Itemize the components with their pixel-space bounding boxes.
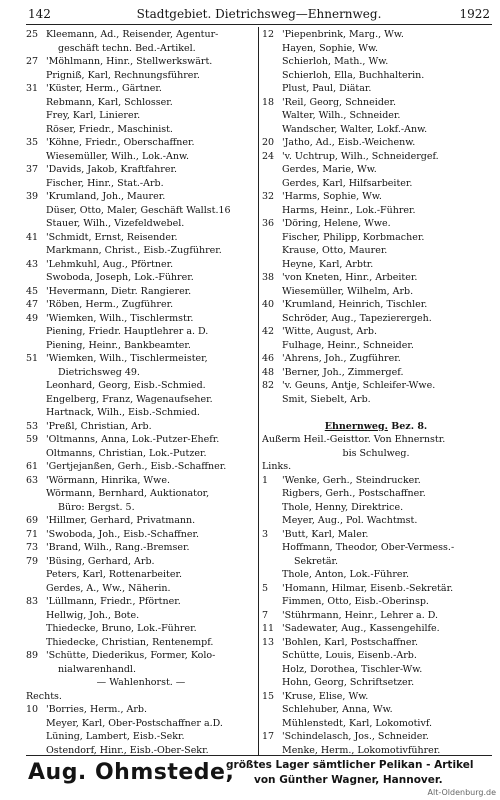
entry-text: 'Wiemken, Wilh., Tischlermeister, — [46, 353, 208, 364]
directory-line — [262, 352, 490, 366]
entry-text: Hayen, Sophie, Ww. — [282, 42, 379, 54]
house-number: 59 — [26, 434, 39, 445]
directory-line — [262, 163, 490, 177]
house-number: 47 — [26, 299, 39, 310]
house-number: 11 — [262, 623, 275, 634]
house-number: 63 — [26, 474, 39, 486]
entry-text: Rebmann, Karl, Schlosser. — [46, 96, 173, 108]
entry-text: Fimmen, Otto, Eisb.-Oberinsp. — [282, 596, 429, 607]
house-number: 17 — [262, 731, 275, 742]
entry-text: 'Piepenbrink, Marg., Ww. — [282, 29, 404, 40]
directory-line — [262, 528, 490, 542]
directory-line — [26, 258, 256, 272]
directory-line — [262, 460, 490, 474]
entry-text: 'Witte, August, Arb. — [282, 326, 377, 337]
entry-text: Heyne, Karl, Arbtr. — [282, 258, 374, 270]
directory-line — [262, 298, 490, 312]
ad-line-1: größtes Lager sämtlicher Pelikan - Artikel — [226, 759, 474, 771]
entry-text: 'Swoboda, Joh., Eisb.-Schaffner. — [46, 528, 200, 540]
house-number: 13 — [262, 636, 275, 648]
house-number: 24 — [262, 150, 275, 162]
entry-text: 'Schütte, Diederikus, Former, Kolo- — [46, 650, 216, 661]
house-number: 25 — [26, 29, 39, 40]
directory-line — [26, 460, 256, 474]
directory-line — [26, 204, 256, 218]
entry-text: Schierloh, Math., Ww. — [282, 56, 389, 67]
directory-line — [262, 595, 490, 609]
directory-line — [26, 136, 256, 150]
entry-text: Dietrichsweg 49. — [58, 366, 140, 378]
street-name: Ehnernweg. — [324, 420, 388, 432]
entry-text: 'Döring, Helene, Wwe. — [282, 218, 391, 229]
entry-text: Wiesemüller, Wilh., Lok.-Anw. — [46, 150, 189, 162]
house-number: 61 — [26, 461, 39, 472]
directory-line — [26, 271, 256, 285]
page-header — [28, 6, 490, 22]
entry-text: 'Hevermann, Dietr. Rangierer. — [46, 285, 192, 297]
right-column — [262, 28, 490, 757]
entry-text: Mühlenstedt, Karl, Lokomotivf. — [282, 717, 433, 729]
directory-line — [262, 393, 490, 407]
directory-line — [26, 366, 256, 380]
directory-line — [262, 136, 490, 150]
directory-line — [262, 55, 490, 69]
directory-line — [262, 271, 490, 285]
entry-text: 'Brand, Wilh., Rang.-Bremser. — [46, 542, 190, 553]
directory-line — [26, 312, 256, 326]
entry-text: Thole, Henny, Direktrice. — [282, 501, 404, 513]
entry-text: 'Wörmann, Hinrika, Wwe. — [46, 474, 170, 486]
entry-text: 'Berner, Joh., Zimmergef. — [282, 366, 404, 378]
directory-line — [262, 690, 490, 704]
header-rule — [26, 24, 492, 25]
directory-line — [262, 447, 490, 461]
entry-text: geschäft techn. Bed.-Artikel. — [58, 42, 196, 54]
entry-text: Smit, Siebelt, Arb. — [282, 393, 371, 405]
directory-line — [262, 649, 490, 663]
directory-line — [26, 298, 256, 312]
entry-text: Markmann, Christ., Eisb.-Zugführer. — [46, 245, 222, 256]
entry-text: Krause, Otto, Maurer. — [282, 245, 388, 256]
directory-line — [26, 514, 256, 528]
directory-line — [262, 703, 490, 717]
directory-line — [26, 730, 256, 744]
directory-line — [26, 96, 256, 110]
entry-text: — Wahlenhorst. — — [96, 677, 186, 688]
entry-text: 'Stührmann, Heinr., Lehrer a. D. — [282, 609, 439, 621]
directory-line — [26, 420, 256, 434]
entry-text: 'Ahrens, Joh., Zugführer. — [282, 353, 401, 364]
directory-line — [26, 433, 256, 447]
house-number: 79 — [26, 555, 39, 567]
entry-text: 'Röben, Herm., Zugführer. — [46, 299, 174, 310]
entry-text: Hoffmann, Theodor, Ober-Vermess.- — [282, 542, 455, 553]
house-number: 7 — [262, 609, 269, 621]
entry-text: Plust, Paul, Diätar. — [282, 83, 372, 94]
directory-line — [26, 649, 256, 663]
entry-text: bis Schulweg. — [342, 447, 410, 459]
house-number: 38 — [262, 272, 275, 283]
entry-text: 'v. Geuns, Antje, Schleifer-Wwe. — [282, 380, 436, 391]
directory-line — [26, 285, 256, 299]
entry-text: 'Krumland, Heinrich, Tischler. — [282, 299, 428, 310]
house-number: 71 — [26, 528, 39, 540]
directory-line — [262, 379, 490, 393]
house-number: 46 — [262, 353, 275, 364]
entry-text: Wiesemüller, Wilhelm, Arb. — [282, 285, 414, 297]
house-number: 3 — [262, 528, 269, 540]
directory-line — [262, 123, 490, 137]
directory-line — [262, 285, 490, 299]
directory-line — [262, 433, 490, 447]
entry-text: Oltmanns, Christian, Lok.-Putzer. — [46, 447, 207, 459]
directory-line — [262, 541, 490, 555]
directory-line — [262, 622, 490, 636]
directory-line — [262, 190, 490, 204]
street-district: Bez. 8. — [391, 420, 428, 432]
entry-text: Stauer, Wilh., Vizefeldwebel. — [46, 218, 185, 229]
directory-line — [262, 177, 490, 191]
directory-line — [262, 217, 490, 231]
entry-text: 'Wenke, Gerh., Steindrucker. — [282, 474, 421, 486]
directory-line — [262, 339, 490, 353]
house-number: 35 — [26, 137, 39, 148]
house-number: 40 — [262, 299, 275, 310]
house-number: 48 — [262, 366, 275, 378]
entry-text: Hellwig, Joh., Bote. — [46, 609, 140, 621]
entry-text: Ostendorf, Hinr., Eisb.-Ober-Sekr. — [46, 744, 209, 756]
directory-line — [26, 150, 256, 164]
directory-line — [26, 55, 256, 69]
house-number: 15 — [262, 690, 275, 702]
directory-line — [262, 244, 490, 258]
directory-line — [26, 622, 256, 636]
directory-line — [26, 379, 256, 393]
house-number: 20 — [262, 137, 275, 148]
entry-text: 'Köhne, Friedr., Oberschaffner. — [46, 137, 195, 148]
watermark: Alt-Oldenburg.de — [427, 788, 496, 797]
entry-text: Walter, Wilh., Schneider. — [282, 110, 401, 121]
entry-text: Peters, Karl, Rottenarbeiter. — [46, 569, 183, 580]
entry-text: Links. — [262, 461, 292, 472]
house-number: 83 — [26, 596, 39, 607]
directory-line — [26, 352, 256, 366]
entry-text: 'Homann, Hilmar, Eisenb.-Sekretär. — [282, 582, 454, 594]
entry-text: 'Möhlmann, Hinr., Stellwerkswärt. — [46, 56, 213, 67]
directory-line — [262, 42, 490, 56]
directory-line — [26, 636, 256, 650]
house-number: 5 — [262, 582, 269, 594]
entry-text: Frey, Karl, Linierer. — [46, 110, 141, 121]
entry-text: Piening, Friedr. Hauptlehrer a. D. — [46, 326, 209, 337]
directory-line — [26, 244, 256, 258]
entry-text: Gerdes, Karl, Hilfsarbeiter. — [282, 177, 413, 189]
column-divider — [258, 27, 259, 755]
directory-line — [26, 690, 256, 704]
directory-line — [262, 69, 490, 83]
directory-line — [26, 717, 256, 731]
entry-text: 'Preßl, Christian, Arb. — [46, 420, 152, 432]
entry-text: Thiedecke, Bruno, Lok.-Führer. — [46, 623, 197, 634]
entry-text: Kleemann, Ad., Reisender, Agentur- — [46, 29, 219, 40]
entry-text: Düser, Otto, Maler, Geschäft Wallst.16 — [46, 204, 231, 216]
house-number: 82 — [262, 380, 275, 391]
directory-line — [26, 217, 256, 231]
page-title: Stadtgebiet. Dietrichsweg—Ehnernweg. — [136, 7, 382, 21]
directory-line — [262, 366, 490, 380]
directory-line — [262, 325, 490, 339]
directory-line — [26, 325, 256, 339]
directory-line — [26, 406, 256, 420]
entry-text: Schröder, Aug., Tapezierergeh. — [282, 312, 432, 324]
entry-text: Thole, Anton, Lok.-Führer. — [282, 569, 410, 580]
entry-text: Piening, Heinr., Bankbeamter. — [46, 339, 191, 351]
directory-line — [262, 636, 490, 650]
entry-text: 'von Kneten, Hinr., Arbeiter. — [282, 272, 418, 283]
directory-line — [262, 487, 490, 501]
directory-line — [262, 312, 490, 326]
house-number: 53 — [26, 420, 39, 432]
directory-line — [26, 501, 256, 515]
entry-text: 'Kruse, Elise, Ww. — [282, 690, 369, 702]
ad-brand: Aug. Ohmstede, — [28, 760, 235, 785]
house-number: 36 — [262, 218, 275, 229]
directory-line — [26, 69, 256, 83]
entry-text: 'Oltmanns, Anna, Lok.-Putzer-Ehefr. — [46, 434, 220, 445]
directory-line — [262, 514, 490, 528]
entry-text: 'v. Uchtrup, Wilh., Schneidergef. — [282, 150, 439, 162]
entry-text: Wörmann, Bernhard, Auktionator, — [46, 488, 210, 499]
entry-text: Schierloh, Ella, Buchhalterin. — [282, 69, 425, 81]
entry-text: Außerm Heil.-Geisttor. Von Ehnernstr. — [262, 434, 446, 445]
directory-line — [262, 109, 490, 123]
entry-text: Fischer, Hinr., Stat.-Arb. — [46, 177, 164, 189]
house-number: 10 — [26, 704, 39, 715]
entry-text: 'Jatho, Ad., Eisb.-Weichenw. — [282, 137, 416, 148]
directory-line — [26, 82, 256, 96]
house-number: 49 — [26, 312, 39, 324]
entry-text: nialwarenhandl. — [58, 663, 136, 675]
directory-line — [26, 609, 256, 623]
entry-text: 'Büsing, Gerhard, Arb. — [46, 555, 155, 567]
entry-text: Harms, Heinr., Lok.-Führer. — [282, 204, 416, 216]
house-number: 12 — [262, 29, 275, 40]
entry-text: 'Wiemken, Wilh., Tischlermstr. — [46, 312, 194, 324]
entry-text: Hartnack, Wilh., Eisb.-Schmied. — [46, 407, 200, 418]
street-heading — [262, 420, 490, 434]
entry-text: Thiedecke, Christian, Rentenempf. — [46, 636, 214, 648]
house-number: 27 — [26, 56, 39, 67]
directory-line — [26, 163, 256, 177]
house-number: 37 — [26, 164, 39, 175]
ad-line-2: von Günther Wagner, Hannover. — [254, 774, 443, 786]
entry-text: Rigbers, Gerh., Postschaffner. — [282, 488, 426, 499]
house-number: 89 — [26, 650, 39, 661]
directory-line — [26, 123, 256, 137]
directory-line — [26, 42, 256, 56]
entry-text: Gerdes, A., Ww., Näherin. — [46, 582, 171, 594]
house-number: 51 — [26, 353, 39, 364]
directory-line — [26, 447, 256, 461]
house-number: 31 — [26, 83, 39, 94]
entry-text: Meyer, Aug., Pol. Wachtmst. — [282, 515, 418, 526]
entry-text: 'Lüllmann, Friedr., Pförtner. — [46, 596, 181, 607]
entry-text: 'Hillmer, Gerhard, Privatmann. — [46, 515, 196, 526]
entry-text: 'Krumland, Joh., Maurer. — [46, 191, 166, 202]
directory-line — [26, 676, 256, 690]
entry-text: Menke, Herm., Lokomotivführer. — [282, 744, 441, 756]
entry-text: Leonhard, Georg, Eisb.-Schmied. — [46, 380, 206, 391]
entry-text: 'Schindelasch, Jos., Schneider. — [282, 731, 429, 742]
house-number: 73 — [26, 542, 39, 553]
house-number: 43 — [26, 258, 39, 270]
entry-text: Wandscher, Walter, Lokf.-Anw. — [282, 123, 428, 135]
directory-line — [26, 663, 256, 677]
directory-line — [262, 582, 490, 596]
entry-text: 'Bohlen, Karl, Postschaffner. — [282, 636, 419, 648]
directory-line — [26, 190, 256, 204]
directory-line — [262, 501, 490, 515]
directory-line — [262, 609, 490, 623]
directory-line — [26, 487, 256, 501]
directory-line — [262, 231, 490, 245]
directory-line — [262, 204, 490, 218]
entry-text: Hohn, Georg, Schriftsetzer. — [282, 677, 415, 688]
directory-line — [26, 28, 256, 42]
house-number: 32 — [262, 191, 275, 202]
directory-line — [26, 582, 256, 596]
entry-text: 'Reil, Georg, Schneider. — [282, 96, 397, 108]
entry-text: 'Butt, Karl, Maler. — [282, 528, 369, 540]
directory-line — [262, 28, 490, 42]
entry-text: Engelberg, Franz, Wagenaufseher. — [46, 393, 213, 405]
entry-text: Meyer, Karl, Ober-Postschaffner a.D. — [46, 717, 223, 729]
entry-text: 'Harms, Sophie, Ww. — [282, 191, 382, 202]
directory-line — [26, 595, 256, 609]
house-number: 18 — [262, 96, 275, 108]
house-number: 45 — [26, 285, 39, 297]
directory-line — [262, 474, 490, 488]
entry-text: 'Sadewater, Aug., Kassengehilfe. — [282, 623, 440, 634]
directory-line — [262, 730, 490, 744]
directory-line — [262, 258, 490, 272]
entry-text: Gerdes, Marie, Ww. — [282, 164, 377, 175]
house-number: 69 — [26, 515, 39, 526]
directory-line — [26, 555, 256, 569]
entry-text: 'Küster, Herm., Gärtner. — [46, 83, 162, 94]
entry-text: Schlehuber, Anna, Ww. — [282, 704, 393, 715]
directory-line — [262, 663, 490, 677]
directory-line — [26, 474, 256, 488]
entry-text: 'Schmidt, Ernst, Reisender. — [46, 231, 178, 243]
directory-line — [262, 150, 490, 164]
entry-text: Röser, Friedr., Maschinist. — [46, 123, 173, 135]
directory-line — [26, 541, 256, 555]
directory-line — [26, 177, 256, 191]
entry-text: 'Lehmkuhl, Aug., Pförtner. — [46, 258, 174, 270]
directory-line — [26, 339, 256, 353]
entry-text: Schütte, Louis, Eisenb.-Arb. — [282, 650, 417, 661]
entry-text: 'Borries, Herm., Arb. — [46, 704, 147, 715]
entry-text: 'Davids, Jakob, Kraftfahrer. — [46, 164, 177, 175]
house-number: 41 — [26, 231, 39, 243]
directory-line — [262, 96, 490, 110]
directory-line — [26, 703, 256, 717]
entry-text: Rechts. — [26, 690, 62, 702]
directory-line — [26, 231, 256, 245]
directory-line — [262, 555, 490, 569]
directory-line — [262, 406, 490, 420]
entry-text: Swoboda, Joseph, Lok.-Führer. — [46, 272, 194, 283]
entry-text: Büro: Bergst. 5. — [58, 501, 135, 513]
entry-text: Sekretär. — [294, 555, 339, 567]
entry-text: Fischer, Philipp, Korbmacher. — [282, 231, 425, 243]
directory-line — [26, 109, 256, 123]
page-number: 142 — [28, 7, 51, 21]
entry-text: Lüning, Lambert, Eisb.-Sekr. — [46, 731, 185, 742]
entry-text: Prigniß, Karl, Rechnungsführer. — [46, 69, 200, 81]
directory-line — [262, 717, 490, 731]
house-number: 1 — [262, 474, 269, 486]
house-number: 39 — [26, 191, 39, 202]
year: 1922 — [459, 7, 490, 21]
advertisement — [26, 755, 492, 792]
directory-line — [26, 528, 256, 542]
directory-line — [26, 393, 256, 407]
entry-text: Holz, Dorothea, Tischler-Ww. — [282, 663, 423, 675]
house-number: 42 — [262, 326, 275, 337]
directory-line — [262, 82, 490, 96]
directory-line — [26, 568, 256, 582]
entry-text: Fulhage, Heinr., Schneider. — [282, 339, 414, 351]
directory-line — [262, 568, 490, 582]
entry-text: 'Gertjejanßen, Gerh., Eisb.-Schaffner. — [46, 461, 227, 472]
directory-line — [262, 676, 490, 690]
left-column — [26, 28, 256, 757]
